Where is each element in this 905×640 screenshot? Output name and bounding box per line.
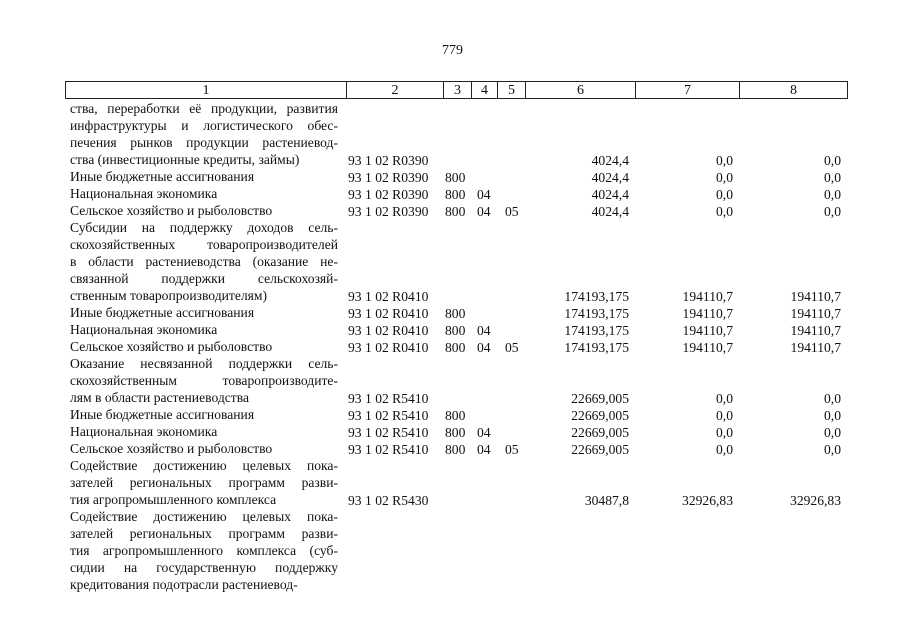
page-number: 779 (442, 43, 463, 58)
row-value-col8: 32926,83 (790, 493, 841, 508)
row-section: 04 (477, 442, 491, 457)
row-value-col7: 194110,7 (682, 306, 733, 321)
row-description-line: лям в области растениеводства (70, 390, 250, 405)
row-description-line: Сельское хозяйство и рыболовство (70, 441, 273, 456)
row-code: 93 1 02 R0390 (348, 153, 429, 168)
row-description-line: ства, переработки её продукции, развития (70, 101, 338, 116)
row-value-col7: 0,0 (716, 391, 733, 406)
row-section: 04 (477, 425, 491, 440)
row-description-line: инфраструктуры и логистического обес- (70, 118, 338, 133)
row-code: 93 1 02 R0390 (348, 187, 429, 202)
row-value-col7: 0,0 (716, 153, 733, 168)
row-value-col7: 194110,7 (682, 289, 733, 304)
row-code: 93 1 02 R5410 (348, 408, 429, 423)
row-description-line: печения рынков продукции растениевод- (70, 135, 338, 150)
row-expense-type: 800 (445, 187, 466, 202)
row-description-line: тия агропромышленного комплекса (суб- (70, 543, 338, 558)
row-description-line: ственным товаропроизводителям) (70, 288, 268, 303)
row-description-line: зателей региональных программ разви- (70, 475, 338, 490)
row-value-col7: 0,0 (716, 187, 733, 202)
row-value-col6: 4024,4 (591, 187, 629, 202)
header-col-4: 4 (471, 81, 497, 99)
table-header (65, 81, 848, 100)
row-section: 04 (477, 204, 491, 219)
row-description-line: Сельское хозяйство и рыболовство (70, 339, 273, 354)
row-expense-type: 800 (445, 306, 466, 321)
row-value-col8: 0,0 (824, 170, 841, 185)
row-expense-type: 800 (445, 204, 466, 219)
row-expense-type: 800 (445, 170, 466, 185)
row-description-line: кредитования подотрасли растениевод- (70, 577, 298, 592)
row-value-col6: 22669,005 (571, 442, 629, 457)
row-section: 04 (477, 340, 491, 355)
row-value-col8: 0,0 (824, 442, 841, 457)
row-value-col8: 0,0 (824, 153, 841, 168)
row-value-col7: 194110,7 (682, 340, 733, 355)
row-description-line: зателей региональных программ разви- (70, 526, 338, 541)
row-description-line: Сельское хозяйство и рыболовство (70, 203, 273, 218)
row-code: 93 1 02 R0410 (348, 289, 429, 304)
row-value-col6: 174193,175 (564, 306, 629, 321)
row-description-line: Содействие достижению целевых пока- (70, 509, 338, 524)
row-value-col6: 174193,175 (564, 340, 629, 355)
row-section: 04 (477, 323, 491, 338)
row-code: 93 1 02 R0410 (348, 340, 429, 355)
row-description-line: Иные бюджетные ассигнования (70, 407, 255, 422)
row-value-col8: 0,0 (824, 391, 841, 406)
row-expense-type: 800 (445, 442, 466, 457)
row-description-line: Иные бюджетные ассигнования (70, 169, 255, 184)
row-value-col8: 194110,7 (790, 340, 841, 355)
row-value-col7: 0,0 (716, 204, 733, 219)
row-value-col8: 194110,7 (790, 323, 841, 338)
row-value-col8: 0,0 (824, 425, 841, 440)
row-code: 93 1 02 R5410 (348, 425, 429, 440)
row-description-line: тия агропромышленного комплекса (70, 492, 277, 507)
row-description-line: связанной поддержки сельскохозяй- (70, 271, 338, 286)
row-value-col7: 0,0 (716, 442, 733, 457)
row-value-col8: 194110,7 (790, 289, 841, 304)
row-value-col7: 0,0 (716, 425, 733, 440)
row-code: 93 1 02 R0390 (348, 170, 429, 185)
row-expense-type: 800 (445, 323, 466, 338)
row-description-line: Оказание несвязанной поддержки сель- (70, 356, 338, 371)
row-value-col6: 30487,8 (584, 493, 629, 508)
row-code: 93 1 02 R0410 (348, 323, 429, 338)
row-expense-type: 800 (445, 408, 466, 423)
row-value-col6: 22669,005 (571, 408, 629, 423)
row-code: 93 1 02 R0410 (348, 306, 429, 321)
row-value-col7: 0,0 (716, 170, 733, 185)
row-code: 93 1 02 R0390 (348, 204, 429, 219)
row-value-col6: 4024,4 (591, 170, 629, 185)
row-value-col6: 22669,005 (571, 425, 629, 440)
row-value-col8: 0,0 (824, 187, 841, 202)
row-description-line: Национальная экономика (70, 322, 218, 337)
row-section: 04 (477, 187, 491, 202)
header-col-6: 6 (525, 81, 635, 99)
header-col-7: 7 (635, 81, 739, 99)
row-value-col8: 0,0 (824, 204, 841, 219)
row-expense-type: 800 (445, 340, 466, 355)
row-value-col6: 174193,175 (564, 323, 629, 338)
row-value-col7: 0,0 (716, 408, 733, 423)
row-value-col7: 194110,7 (682, 323, 733, 338)
row-value-col6: 4024,4 (591, 204, 629, 219)
row-value-col7: 32926,83 (682, 493, 733, 508)
row-value-col8: 0,0 (824, 408, 841, 423)
row-description-line: скохозяйственным товаропроизводите- (70, 373, 338, 388)
header-col-1: 1 (65, 81, 346, 99)
row-description-line: сидии на государственную поддержку (70, 560, 338, 575)
row-expense-type: 800 (445, 425, 466, 440)
row-value-col6: 174193,175 (564, 289, 629, 304)
row-description-line: Национальная экономика (70, 424, 218, 439)
row-description-line: ства (инвестиционные кредиты, займы) (70, 152, 300, 167)
row-value-col6: 4024,4 (591, 153, 629, 168)
row-subsection: 05 (505, 204, 519, 219)
row-value-col8: 194110,7 (790, 306, 841, 321)
row-code: 93 1 02 R5430 (348, 493, 429, 508)
row-value-col6: 22669,005 (571, 391, 629, 406)
row-description-line: в области растениеводства (оказание не- (70, 254, 338, 269)
row-description-line: Субсидии на поддержку доходов сель- (70, 220, 338, 235)
row-subsection: 05 (505, 442, 519, 457)
row-description-line: Иные бюджетные ассигнования (70, 305, 255, 320)
row-description-line: Национальная экономика (70, 186, 218, 201)
header-col-2: 2 (346, 81, 443, 99)
row-code: 93 1 02 R5410 (348, 391, 429, 406)
header-col-8: 8 (739, 81, 848, 99)
header-col-3: 3 (443, 81, 471, 99)
row-code: 93 1 02 R5410 (348, 442, 429, 457)
row-description-line: скохозяйственных товаропроизводителей (70, 237, 338, 252)
header-col-5: 5 (497, 81, 525, 99)
row-description-line: Содействие достижению целевых пока- (70, 458, 338, 473)
row-subsection: 05 (505, 340, 519, 355)
